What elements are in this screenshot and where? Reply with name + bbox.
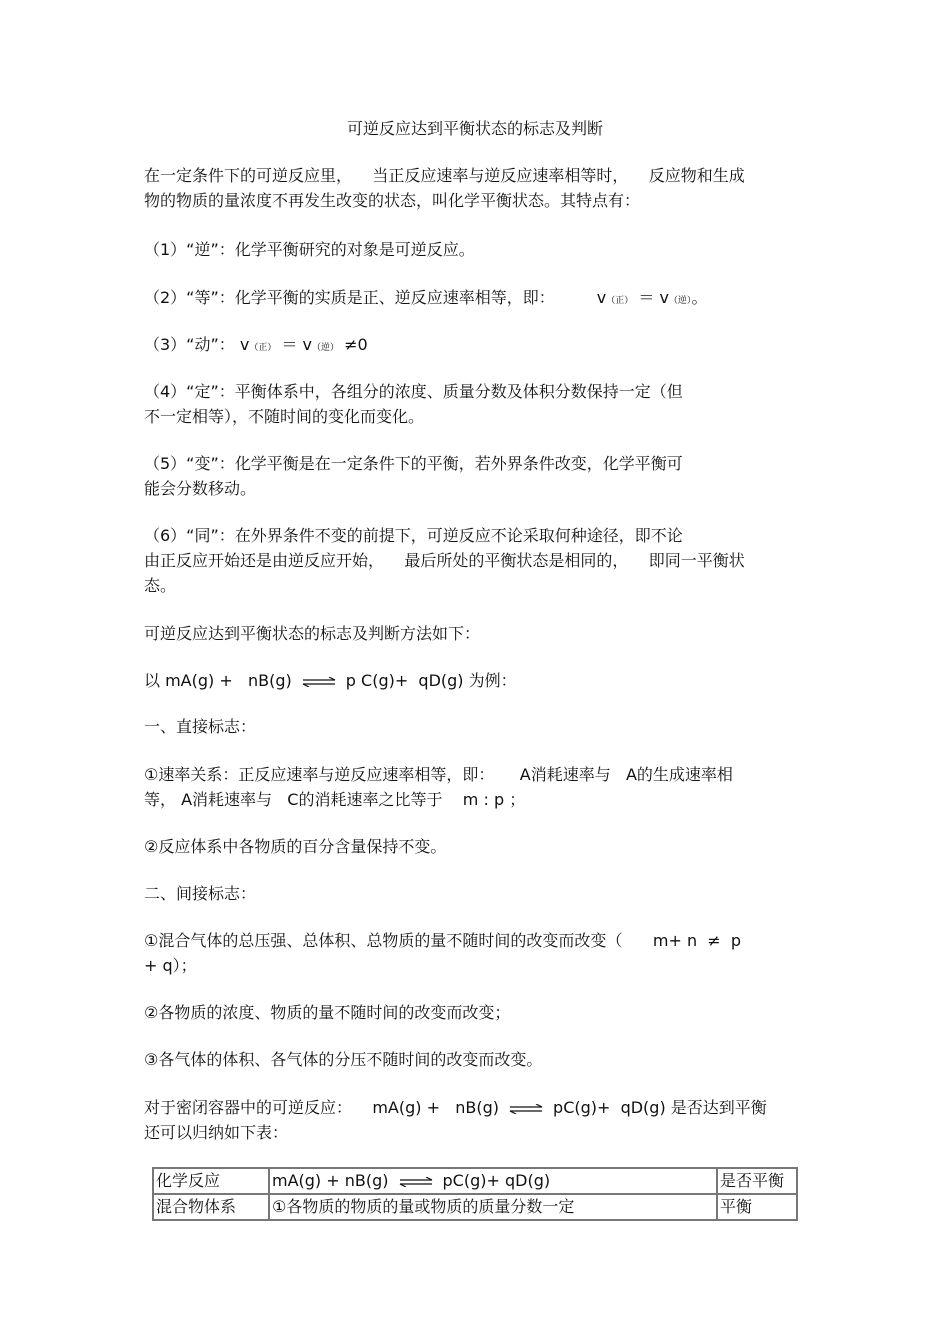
header-cell-equation (269, 1168, 717, 1194)
feature-2 (144, 285, 814, 314)
feature-5-line-1: （5）“变”：化学平衡是在一定条件下的平衡，若外界条件改变，化学平衡可 (144, 454, 683, 473)
example-products: p C(g)+ qD(g) 为例： (345, 671, 517, 690)
feature-6-line-3: 态。 (144, 576, 177, 595)
closed-products: pC(g)+ qD(g) 是否达到平衡 (553, 1098, 767, 1117)
feature-4-line-1: （4）“定”：平衡体系中，各组分的浓度、质量分数及体积分数保持一定（但 (144, 382, 683, 401)
feature-6-line-2: 由正反应开始还是由逆反应开始， 最后所处的平衡状态是相同的， 即同一平衡状 (144, 551, 745, 570)
v-reverse: v (302, 335, 313, 354)
indirect-heading: 二、间接标志： (144, 884, 257, 903)
equals-sign: ＝ (281, 335, 298, 354)
equilibrium-arrow-icon (302, 677, 336, 687)
feature-3 (144, 332, 814, 361)
direct-2: ②反应体系中各物质的百分含量保持不变。 (144, 837, 447, 856)
cell-system: 混合物体系 (153, 1194, 269, 1220)
v-reverse: v (659, 288, 669, 307)
equilibrium-arrow-icon (399, 1177, 433, 1187)
table-row (153, 1194, 797, 1220)
closed-reactants: 对于密闭容器中的可逆反应： mA(g) + nB(g) (144, 1098, 500, 1117)
period: 。 (691, 288, 708, 307)
table-products: pC(g)+ qD(g) (442, 1171, 551, 1190)
subscript-forward: （正） (606, 296, 634, 306)
equals-sign: ＝ (638, 288, 655, 307)
example-reactants: 以 mA(g) + nB(g) (144, 671, 292, 690)
direct-1-line-2: 等， A消耗速率与 C的消耗速率之比等于 m : p ； (144, 790, 526, 809)
table-reactants: mA(g) + nB(g) (272, 1171, 389, 1190)
not-equal-zero: ≠0 (344, 335, 368, 354)
header-cell-equilibrium: 是否平衡 (717, 1168, 797, 1194)
feature-5-line-2: 能会分数移动。 (144, 479, 257, 498)
indirect-2: ②各物质的浓度、物质的量不随时间的改变而改变； (144, 1003, 511, 1022)
feature-1: （1）“逆”：化学平衡研究的对象是可逆反应。 (144, 240, 475, 259)
subscript-forward: （正） (249, 343, 277, 353)
table-header-row (153, 1168, 797, 1194)
indirect-1-line-2: + q）； (144, 956, 197, 975)
subscript-reverse: （逆） (668, 296, 692, 306)
direct-heading: 一、直接标志： (144, 717, 257, 736)
feature-4-line-2: 不一定相等），不随时间的变化而变化。 (144, 407, 425, 426)
example-reaction (144, 668, 814, 693)
method-intro: 可逆反应达到平衡状态的标志及判断方法如下： (144, 624, 481, 643)
intro-line-2: 物的物质的量浓度不再发生改变的状态，叫化学平衡状态。其特点有： (144, 191, 641, 210)
closed-container-line-2: 还可以归纳如下表： (144, 1123, 289, 1142)
equilibrium-table (152, 1167, 798, 1221)
feature-3-text: （3）“动”： (144, 335, 235, 354)
page-title: 可逆反应达到平衡状态的标志及判断 (346, 119, 603, 138)
feature-2-text: （2）“等”：化学平衡的实质是正、逆反应速率相等，即： (144, 288, 555, 307)
header-cell-reaction: 化学反应 (153, 1168, 269, 1194)
feature-6-line-1: （6）“同”：在外界条件不变的前提下，可逆反应不论采取何种途径，即不论 (144, 526, 683, 545)
v-forward: v (596, 288, 607, 307)
subscript-reverse: （逆） (312, 343, 340, 353)
indirect-3: ③各气体的体积、各气体的分压不随时间的改变而改变。 (144, 1050, 543, 1069)
closed-container-line-1 (144, 1095, 814, 1120)
direct-1-line-1: ①速率关系：正反应速率与逆反应速率相等，即： A消耗速率与 A的生成速率相 (144, 765, 733, 784)
v-forward: v (239, 335, 250, 354)
cell-condition: ①各物质的物质的量或物质的质量分数一定 (269, 1194, 717, 1220)
indirect-1-line-1: ①混合气体的总压强、总体积、总物质的量不随时间的改变而改变（ m+ n ≠ p (144, 931, 741, 950)
equilibrium-arrow-icon (509, 1104, 543, 1114)
intro-line-1: 在一定条件下的可逆反应里， 当正反应速率与逆反应速率相等时， 反应物和生成 (144, 166, 745, 185)
cell-result: 平衡 (717, 1194, 797, 1220)
